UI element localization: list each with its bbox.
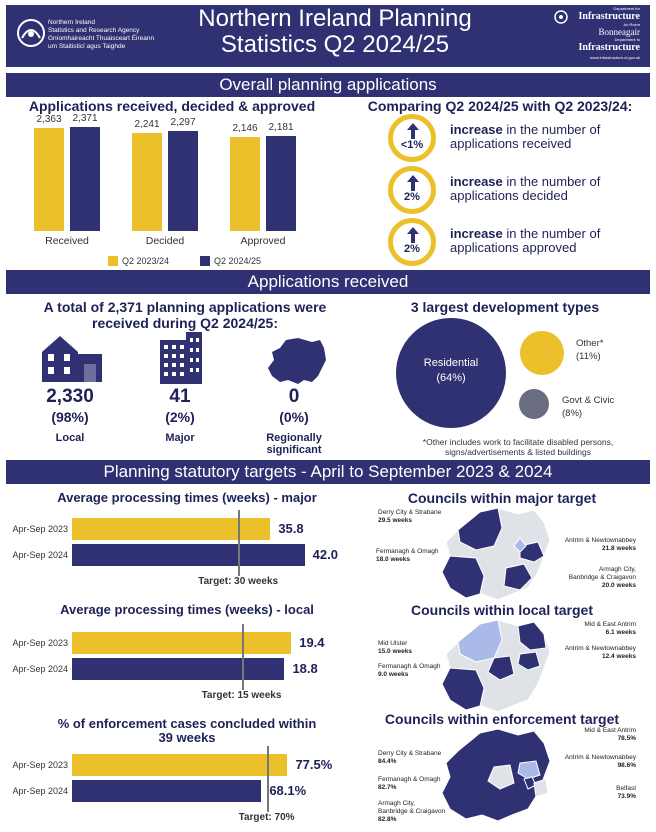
- title-line: 39 weeks: [158, 730, 216, 745]
- council-name: Fermanagh & Omagh: [376, 548, 439, 555]
- category-label: Received: [45, 235, 89, 247]
- residential-percent: (64%): [436, 372, 466, 384]
- office-building-icon: [156, 330, 204, 384]
- residential-label: Residential: [423, 357, 479, 369]
- target-line: [267, 746, 269, 812]
- bar-value-label: 2,297: [170, 116, 196, 128]
- category-label: Apr-Sep 2024: [12, 664, 68, 674]
- bar-value-label: 19.4: [299, 635, 325, 650]
- dev-types-title: 3 largest development types: [410, 299, 600, 315]
- map-major-title: Councils within major target: [407, 490, 597, 506]
- legend-swatch: [200, 256, 210, 266]
- council-name: Belfast: [616, 785, 636, 792]
- northern-ireland-map-icon: [268, 338, 328, 384]
- section-targets: Planning statutory targets - April to September 2023 & 2024: [6, 460, 650, 484]
- comparison-line2: applications approved: [450, 240, 577, 255]
- change-badge: [388, 114, 436, 162]
- major-count: 41: [169, 386, 191, 407]
- chart-title-rda: Applications received, decided & approved: [28, 98, 316, 114]
- comparison-text: [450, 175, 650, 203]
- map-label: [540, 645, 636, 661]
- title-line-1: Northern Ireland Planning: [198, 5, 472, 32]
- other-percent: (11%): [576, 351, 601, 362]
- council-value: 21.8 weeks: [602, 545, 636, 552]
- council-name: Antrim & Newtownabbey: [564, 754, 636, 761]
- bar-value-label: 2,241: [134, 118, 160, 130]
- bar-approved-series-0: [230, 137, 260, 231]
- enforcement-title: [14, 717, 360, 745]
- council-value: 82.7%: [378, 784, 397, 791]
- house-icon: [40, 334, 102, 382]
- target-line: [238, 510, 240, 576]
- nisra-line: um Staitisticí agus Taighde: [48, 43, 126, 50]
- map-label: [556, 566, 636, 590]
- hbar-0: [72, 632, 291, 654]
- title-line: received during Q2 2024/25:: [92, 315, 278, 331]
- category-label: Apr-Sep 2023: [12, 638, 68, 648]
- map-label: [556, 621, 636, 637]
- other-text: [576, 337, 603, 363]
- major-target-map: [440, 506, 560, 602]
- council-name: Armagh City,: [598, 566, 636, 573]
- council-value: 9.0 weeks: [378, 671, 409, 678]
- council-value: 84.4%: [378, 758, 397, 765]
- council-value: 20.0 weeks: [602, 582, 636, 589]
- dfi-small: An Roinn: [623, 22, 640, 27]
- target-line: [242, 624, 244, 690]
- map-label: [378, 640, 412, 656]
- page-title: [150, 6, 520, 58]
- nisra-logo-icon: [16, 18, 46, 48]
- council-name: Antrim & Newtownabbey: [564, 537, 636, 544]
- dfi-big: Infrastructure: [578, 11, 640, 22]
- hbar-1: [72, 544, 305, 566]
- council-value: 15.0 weeks: [378, 648, 412, 655]
- dev-footnote: [386, 437, 650, 457]
- comparison-bold: increase: [450, 226, 503, 241]
- council-value: 98.6%: [617, 762, 636, 769]
- change-badge: [388, 218, 436, 266]
- chart-title-comparing: Comparing Q2 2024/25 with Q2 2023/24:: [367, 98, 633, 114]
- bar-received-series-1: [70, 127, 100, 231]
- council-name: Mid & East Antrim: [584, 621, 636, 628]
- local-count: 2,330: [46, 386, 94, 407]
- title-line: A total of 2,371 planning applications were: [43, 299, 327, 315]
- category-label: Apr-Sep 2023: [12, 760, 68, 770]
- up-arrow-icon: [407, 227, 419, 243]
- bar-value-label: 68.1%: [269, 783, 307, 798]
- nisra-line: Gníomhaireacht Thuaisceart Éireann: [48, 35, 155, 42]
- bar-value-label: 2,371: [72, 113, 98, 125]
- council-name: Banbridge & Craigavon: [378, 808, 446, 815]
- enforcement-target-map: [440, 727, 560, 823]
- category-label: Decided: [145, 235, 185, 247]
- council-value: 6.1 weeks: [605, 629, 636, 636]
- council-value: 12.4 weeks: [602, 653, 636, 660]
- target-label: Target: 30 weeks: [198, 576, 279, 587]
- bar-value-label: 18.8: [292, 661, 318, 676]
- comparison-rest: in the number of: [502, 122, 601, 137]
- target-label: Target: 15 weeks: [201, 690, 282, 701]
- govt-text: [562, 394, 614, 420]
- hbar-0: [72, 754, 287, 776]
- comparison-rest: in the number of: [502, 174, 601, 189]
- rda-chart: [20, 113, 330, 268]
- major-label: Major: [165, 432, 195, 444]
- map-local-title: Councils within local target: [410, 602, 594, 618]
- bar-value-label: 2,363: [36, 113, 62, 125]
- local-target-map: [440, 618, 560, 714]
- residential-text: [396, 356, 506, 386]
- govt-label: Govt & Civic: [562, 395, 615, 406]
- govt-bubble: [519, 389, 549, 419]
- section-overall: Overall planning applications: [6, 73, 650, 97]
- up-arrow-icon: [407, 175, 419, 191]
- map-enforcement-title: Councils within enforcement target: [384, 711, 620, 727]
- council-name: Fermanagh & Omagh: [378, 776, 441, 783]
- dfi-url: www.infrastructure-ni.gov.uk: [590, 55, 640, 60]
- bar-value-label: 42.0: [312, 547, 338, 562]
- dfi-small: Department for: [613, 6, 640, 11]
- legend-label: Q2 2024/25: [214, 256, 262, 266]
- map-label: [378, 663, 441, 679]
- other-bubble: [520, 331, 564, 375]
- change-percent: 2%: [404, 191, 420, 203]
- total-applications-title: [10, 299, 360, 331]
- hbar-0: [72, 518, 270, 540]
- major-percent: (2%): [165, 409, 195, 425]
- comparison-line2: applications decided: [450, 188, 568, 203]
- label-line: Regionally: [266, 432, 322, 444]
- dfi-logo: [560, 6, 640, 60]
- map-label: [576, 785, 636, 801]
- council-name: Mid & East Antrim: [584, 727, 636, 734]
- bar-decided-series-0: [132, 133, 162, 231]
- council-value: 78.5%: [617, 735, 636, 742]
- council-value: 73.9%: [617, 793, 636, 800]
- footnote-line: signs/advertisements & listed buildings: [445, 447, 591, 457]
- bar-value-label: 2,146: [232, 123, 258, 135]
- bar-value-label: 35.8: [278, 521, 304, 536]
- category-label: Apr-Sep 2023: [12, 524, 68, 534]
- dfi-big: Infrastructure: [578, 42, 640, 53]
- bar-value-label: 2,181: [268, 121, 294, 133]
- bar-decided-series-1: [168, 131, 198, 231]
- label-line: significant: [266, 444, 322, 456]
- govt-percent: (8%): [562, 408, 583, 419]
- section-received: Applications received: [6, 270, 650, 294]
- council-name: Derry City & Strabane: [378, 750, 442, 757]
- other-label: Other*: [576, 338, 604, 349]
- legend-swatch: [108, 256, 118, 266]
- comparison-text: [450, 123, 650, 151]
- map-label: [540, 754, 636, 770]
- map-label: [378, 800, 445, 824]
- change-badge: [388, 166, 436, 214]
- regional-count: 0: [288, 386, 300, 407]
- target-label: Target: 70%: [238, 812, 295, 823]
- council-name: Derry City & Strabane: [378, 509, 442, 516]
- footnote-line: *Other includes work to facilitate disabled persons,: [422, 437, 614, 447]
- major-times-title: Average processing times (weeks) - major: [57, 490, 317, 505]
- local-times-title: Average processing times (weeks) - local: [60, 602, 314, 617]
- council-name: Antrim & Newtownabbey: [564, 645, 636, 652]
- nisra-line: Northern Ireland: [48, 19, 95, 26]
- bar-approved-series-1: [266, 136, 296, 231]
- category-label: Approved: [240, 235, 286, 247]
- nisra-name: [48, 19, 158, 51]
- up-arrow-icon: [407, 123, 419, 139]
- council-value: 82.8%: [378, 816, 397, 823]
- map-label: [378, 509, 441, 525]
- enforcement-chart: [0, 744, 360, 830]
- local-times-chart: [0, 622, 360, 708]
- comparison-rest: in the number of: [502, 226, 601, 241]
- title-line-2: Statistics Q2 2024/25: [220, 31, 450, 58]
- legend-label: Q2 2023/24: [122, 256, 170, 266]
- comparison-line2: applications received: [450, 136, 572, 151]
- bar-value-label: 77.5%: [295, 757, 333, 772]
- category-label: Apr-Sep 2024: [12, 786, 68, 796]
- dfi-mid: Bonneagair: [598, 27, 640, 37]
- council-name: Banbridge & Craigavon: [568, 574, 636, 581]
- change-percent: 2%: [404, 243, 420, 255]
- council-name: Mid Ulster: [378, 640, 408, 647]
- nisra-line: Statistics and Research Agency: [48, 27, 140, 34]
- council-name: Fermanagh & Omagh: [378, 663, 441, 670]
- bar-received-series-0: [34, 128, 64, 231]
- category-label: Apr-Sep 2024: [12, 550, 68, 560]
- council-value: 29.5 weeks: [378, 517, 412, 524]
- map-label: [378, 776, 441, 792]
- dfi-small: Department fo: [614, 37, 640, 42]
- regional-percent: (0%): [279, 409, 309, 425]
- comparison-bold: increase: [450, 122, 503, 137]
- council-name: Armagh City,: [378, 800, 416, 807]
- hbar-1: [72, 658, 284, 680]
- map-label: [540, 537, 636, 553]
- regional-label: [244, 432, 344, 456]
- council-value: 18.0 weeks: [376, 556, 410, 563]
- title-line: % of enforcement cases concluded within: [57, 716, 317, 731]
- comparison-text: [450, 227, 650, 255]
- change-percent: <1%: [400, 139, 424, 151]
- map-label: [376, 548, 439, 564]
- map-label: [378, 750, 441, 766]
- comparison-bold: increase: [450, 174, 503, 189]
- hbar-1: [72, 780, 261, 802]
- local-percent: (98%): [51, 409, 89, 425]
- local-label: Local: [55, 432, 85, 444]
- major-times-chart: [0, 508, 360, 594]
- map-label: [556, 727, 636, 743]
